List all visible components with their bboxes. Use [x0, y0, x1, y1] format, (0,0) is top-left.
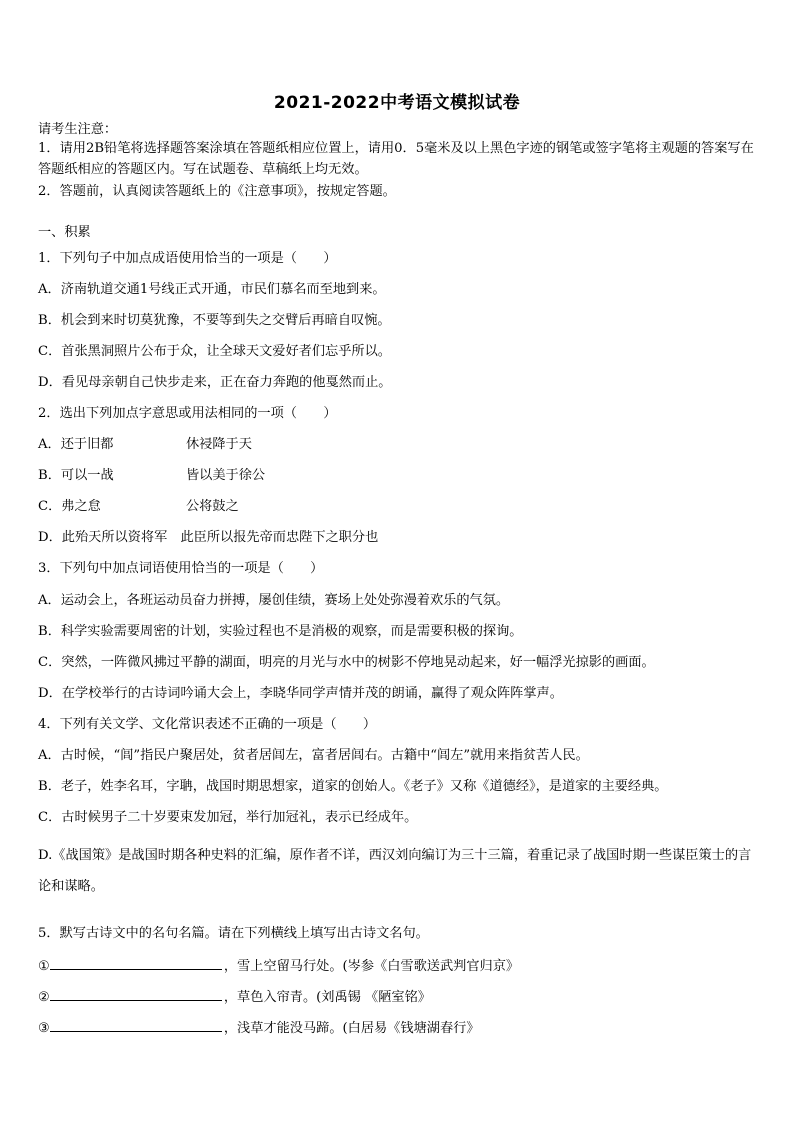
q1-option-b: B．机会到来时切莫犹豫，不要等到失之交臂后再暗自叹惋。 — [38, 313, 391, 328]
q4-option-c: C．古时候男子二十岁要束发加冠，举行加冠礼，表示已经成年。 — [38, 810, 418, 825]
q4-option-d: D.《战国策》是战国时期各种史料的汇编，原作者不详，西汉刘向编订为三十三篇，着重记录了战国时期一些谋臣策士的言论和谋略。 — [38, 848, 752, 894]
q4-option-b: B．老子，姓李名耳，字聃，战国时期思想家，道家的创始人。《老子》又称《道德经》，是道家的主要经典。 — [38, 779, 668, 794]
q5-item-2-number: ② — [38, 990, 50, 1005]
q2-option-a-left: A．还于旧都 — [38, 437, 114, 452]
q2-option-b — [38, 468, 265, 484]
q3-stem: 3．下列句中加点词语使用恰当的一项是（ ） — [38, 561, 324, 576]
q1-option-c: C．首张黑洞照片公布于众，让全球天文爱好者们忘乎所以。 — [38, 344, 391, 359]
q2-option-c-left: C．弗之怠 — [38, 499, 101, 514]
notice-item-2: 2．答题前，认真阅读答题纸上的《注意事项》，按规定答题。 — [38, 184, 396, 199]
notice-heading: 请考生注意： — [38, 122, 118, 137]
q3-option-a: A．运动会上，各班运动员奋力拼搏，屡创佳绩，赛场上处处弥漫着欢乐的气氛。 — [38, 593, 510, 608]
q2-stem: 2．选出下列加点字意思或用法相同的一项（ ） — [38, 406, 337, 421]
q2-option-a-right: 休祲降于天 — [186, 437, 252, 452]
q5-blank-1[interactable] — [50, 957, 222, 970]
q2-option-b-right: 皆以美于徐公 — [186, 468, 266, 483]
page-title: 2021-2022中考语文模拟试卷 — [273, 93, 521, 113]
q1-stem: 1．下列句子中加点成语使用恰当的一项是（ ） — [38, 251, 337, 266]
q1-option-d: D．看见母亲朝自己快步走来，正在奋力奔跑的他戛然而止。 — [38, 375, 392, 390]
notice-item-1: 1．请用2B铅笔将选择题答案涂填在答题纸相应位置上，请用0．5毫米及以上黑色字迹的钢笔或签字笔将主观题的答案写在答题纸相应的答题区内。写在试题卷、草稿纸上均无效。 — [38, 141, 754, 177]
q5-item-3 — [38, 1019, 480, 1037]
q2-option-d: D．此殆天所以资将军 此臣所以报先帝而忠陛下之职分也 — [38, 530, 379, 545]
q5-item-3-text: ，浅草才能没马蹄。(白居易《钱塘湖春行》 — [223, 1021, 480, 1036]
q2-option-c — [38, 499, 239, 515]
q2-option-c-right: 公将鼓之 — [186, 499, 239, 514]
q5-item-3-number: ③ — [38, 1021, 50, 1036]
q3-option-d: D．在学校举行的古诗词吟诵大会上，李晓华同学声情并茂的朗诵，赢得了观众阵阵掌声。 — [38, 686, 563, 701]
q1-option-a: A．济南轨道交通1号线正式开通，市民们慕名而至地到来。 — [38, 282, 386, 297]
q2-option-a — [38, 437, 252, 453]
section-heading: 一、积累 — [38, 225, 91, 240]
q5-item-1-text: ，雪上空留马行处。(岑参《白雪歌送武判官归京》 — [223, 959, 520, 974]
q5-item-2 — [38, 988, 431, 1006]
q3-option-c: C．突然，一阵微风拂过平静的湖面，明亮的月光与水中的树影不停地晃动起来，好一幅浮光掠影的画面。 — [38, 655, 655, 670]
q5-blank-2[interactable] — [50, 988, 222, 1001]
q3-option-b: B．科学实验需要周密的计划，实验过程也不是消极的观察，而是需要积极的探询。 — [38, 624, 523, 639]
q5-item-1 — [38, 957, 519, 975]
q5-blank-3[interactable] — [50, 1019, 222, 1032]
q5-item-1-number: ① — [38, 959, 50, 974]
q4-option-a: A．古时候，“闾”指民户聚居处，贫者居闾左，富者居闾右。古籍中“闾左”就用来指贫苦人民。 — [38, 748, 589, 763]
q4-stem: 4．下列有关文学、文化常识表述不正确的一项是（ ） — [38, 717, 377, 732]
q2-option-b-left: B．可以一战 — [38, 468, 114, 483]
q5-stem: 5．默写古诗文中的名句名篇。请在下列横线上填写出古诗文名句。 — [38, 926, 429, 941]
q5-item-2-text: ，草色入帘青。(刘禹锡 《陋室铭》 — [223, 990, 431, 1005]
